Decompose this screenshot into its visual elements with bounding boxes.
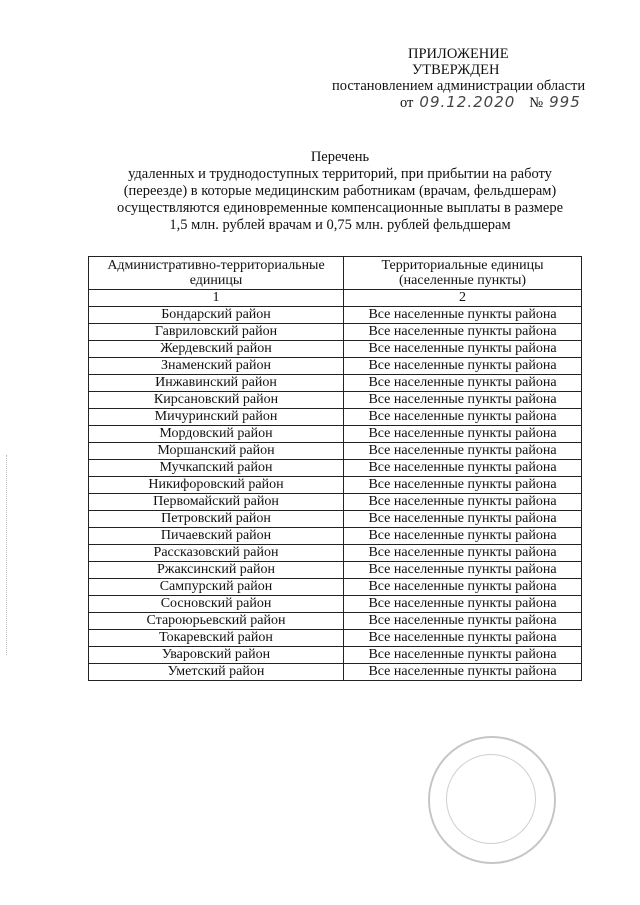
table-header-row <box>89 257 582 290</box>
settlements-cell: Все населенные пункты района <box>344 341 582 358</box>
district-cell: Петровский район <box>89 511 344 528</box>
settlements-cell: Все населенные пункты района <box>344 460 582 477</box>
approval-header <box>300 46 610 111</box>
table-row <box>89 596 582 613</box>
resolution-label: постановлением администрации области <box>332 78 586 94</box>
table-row <box>89 358 582 375</box>
district-cell: Сосновский район <box>89 596 344 613</box>
table-row <box>89 477 582 494</box>
table-row <box>89 511 582 528</box>
settlements-cell: Все населенные пункты района <box>344 477 582 494</box>
settlements-cell: Все населенные пункты района <box>344 375 582 392</box>
district-cell: Ржаксинский район <box>89 562 344 579</box>
table-row <box>89 409 582 426</box>
column-header-admin-units: Административно-территориальные единицы <box>89 257 344 290</box>
column-header-settlements: Территориальные единицы (населенные пункты) <box>344 257 582 290</box>
district-cell: Кирсановский район <box>89 392 344 409</box>
settlements-cell: Все населенные пункты района <box>344 613 582 630</box>
stamp-inner-ring <box>446 754 536 844</box>
district-cell: Токаревский район <box>89 630 344 647</box>
district-cell: Рассказовский район <box>89 545 344 562</box>
date-number-line <box>300 94 610 111</box>
approved-label: УТВЕРЖДЕН <box>412 62 500 78</box>
district-cell: Никифоровский район <box>89 477 344 494</box>
district-cell: Мучкапский район <box>89 460 344 477</box>
district-cell: Сампурский район <box>89 579 344 596</box>
number-prefix: № <box>529 95 544 111</box>
settlements-cell: Все населенные пункты района <box>344 545 582 562</box>
table-row <box>89 528 582 545</box>
table-row <box>89 460 582 477</box>
settlements-cell: Все населенные пункты района <box>344 528 582 545</box>
district-cell: Староюрьевский район <box>89 613 344 630</box>
district-cell: Мичуринский район <box>89 409 344 426</box>
table-row <box>89 664 582 681</box>
table-row <box>89 341 582 358</box>
title-line-5: 1,5 млн. рублей врачам и 0,75 млн. рублей фельдшерам <box>169 217 511 233</box>
table-row <box>89 443 582 460</box>
district-cell: Уметский район <box>89 664 344 681</box>
official-stamp <box>428 736 556 864</box>
settlements-cell: Все населенные пункты района <box>344 409 582 426</box>
column-number: 2 <box>344 290 582 307</box>
district-cell: Бондарский район <box>89 307 344 324</box>
settlements-cell: Все населенные пункты района <box>344 511 582 528</box>
table-body <box>89 307 582 681</box>
settlements-cell: Все населенные пункты района <box>344 664 582 681</box>
table-row <box>89 647 582 664</box>
handwritten-number: 995 <box>549 93 581 111</box>
district-cell: Моршанский район <box>89 443 344 460</box>
table-row <box>89 426 582 443</box>
appendix-label: ПРИЛОЖЕНИЕ <box>408 46 509 62</box>
settlements-cell: Все населенные пункты района <box>344 647 582 664</box>
title-line-1: Перечень <box>310 149 370 165</box>
district-cell: Инжавинский район <box>89 375 344 392</box>
district-cell: Уваровский район <box>89 647 344 664</box>
district-cell: Знаменский район <box>89 358 344 375</box>
table-row <box>89 613 582 630</box>
settlements-cell: Все населенные пункты района <box>344 443 582 460</box>
table-row <box>89 307 582 324</box>
table-row <box>89 545 582 562</box>
settlements-cell: Все населенные пункты района <box>344 307 582 324</box>
table-row <box>89 579 582 596</box>
column-number: 1 <box>89 290 344 307</box>
date-prefix: от <box>400 95 414 111</box>
table-row <box>89 562 582 579</box>
title-line-3: (переезде) в которые медицинским работникам (врачам, фельдшерам) <box>123 183 557 199</box>
document-title <box>90 149 590 234</box>
territories-table <box>88 256 582 681</box>
table-row <box>89 375 582 392</box>
district-cell: Мордовский район <box>89 426 344 443</box>
title-line-2: удаленных и труднодоступных территорий, при прибытии на работу <box>128 166 552 182</box>
settlements-cell: Все населенные пункты района <box>344 630 582 647</box>
table-row <box>89 630 582 647</box>
table-row <box>89 494 582 511</box>
settlements-cell: Все населенные пункты района <box>344 426 582 443</box>
district-cell: Гавриловский район <box>89 324 344 341</box>
column-number-row <box>89 290 582 307</box>
district-cell: Первомайский район <box>89 494 344 511</box>
settlements-cell: Все населенные пункты района <box>344 392 582 409</box>
table-row <box>89 324 582 341</box>
table-row <box>89 392 582 409</box>
margin-mark <box>6 455 8 655</box>
settlements-cell: Все населенные пункты района <box>344 358 582 375</box>
settlements-cell: Все населенные пункты района <box>344 596 582 613</box>
settlements-cell: Все населенные пункты района <box>344 324 582 341</box>
settlements-cell: Все населенные пункты района <box>344 494 582 511</box>
district-cell: Жердевский район <box>89 341 344 358</box>
settlements-cell: Все населенные пункты района <box>344 562 582 579</box>
handwritten-date: 09.12.2020 <box>419 93 516 111</box>
title-line-4: осуществляются единовременные компенсационные выплаты в размере <box>116 200 564 216</box>
settlements-cell: Все населенные пункты района <box>344 579 582 596</box>
district-cell: Пичаевский район <box>89 528 344 545</box>
